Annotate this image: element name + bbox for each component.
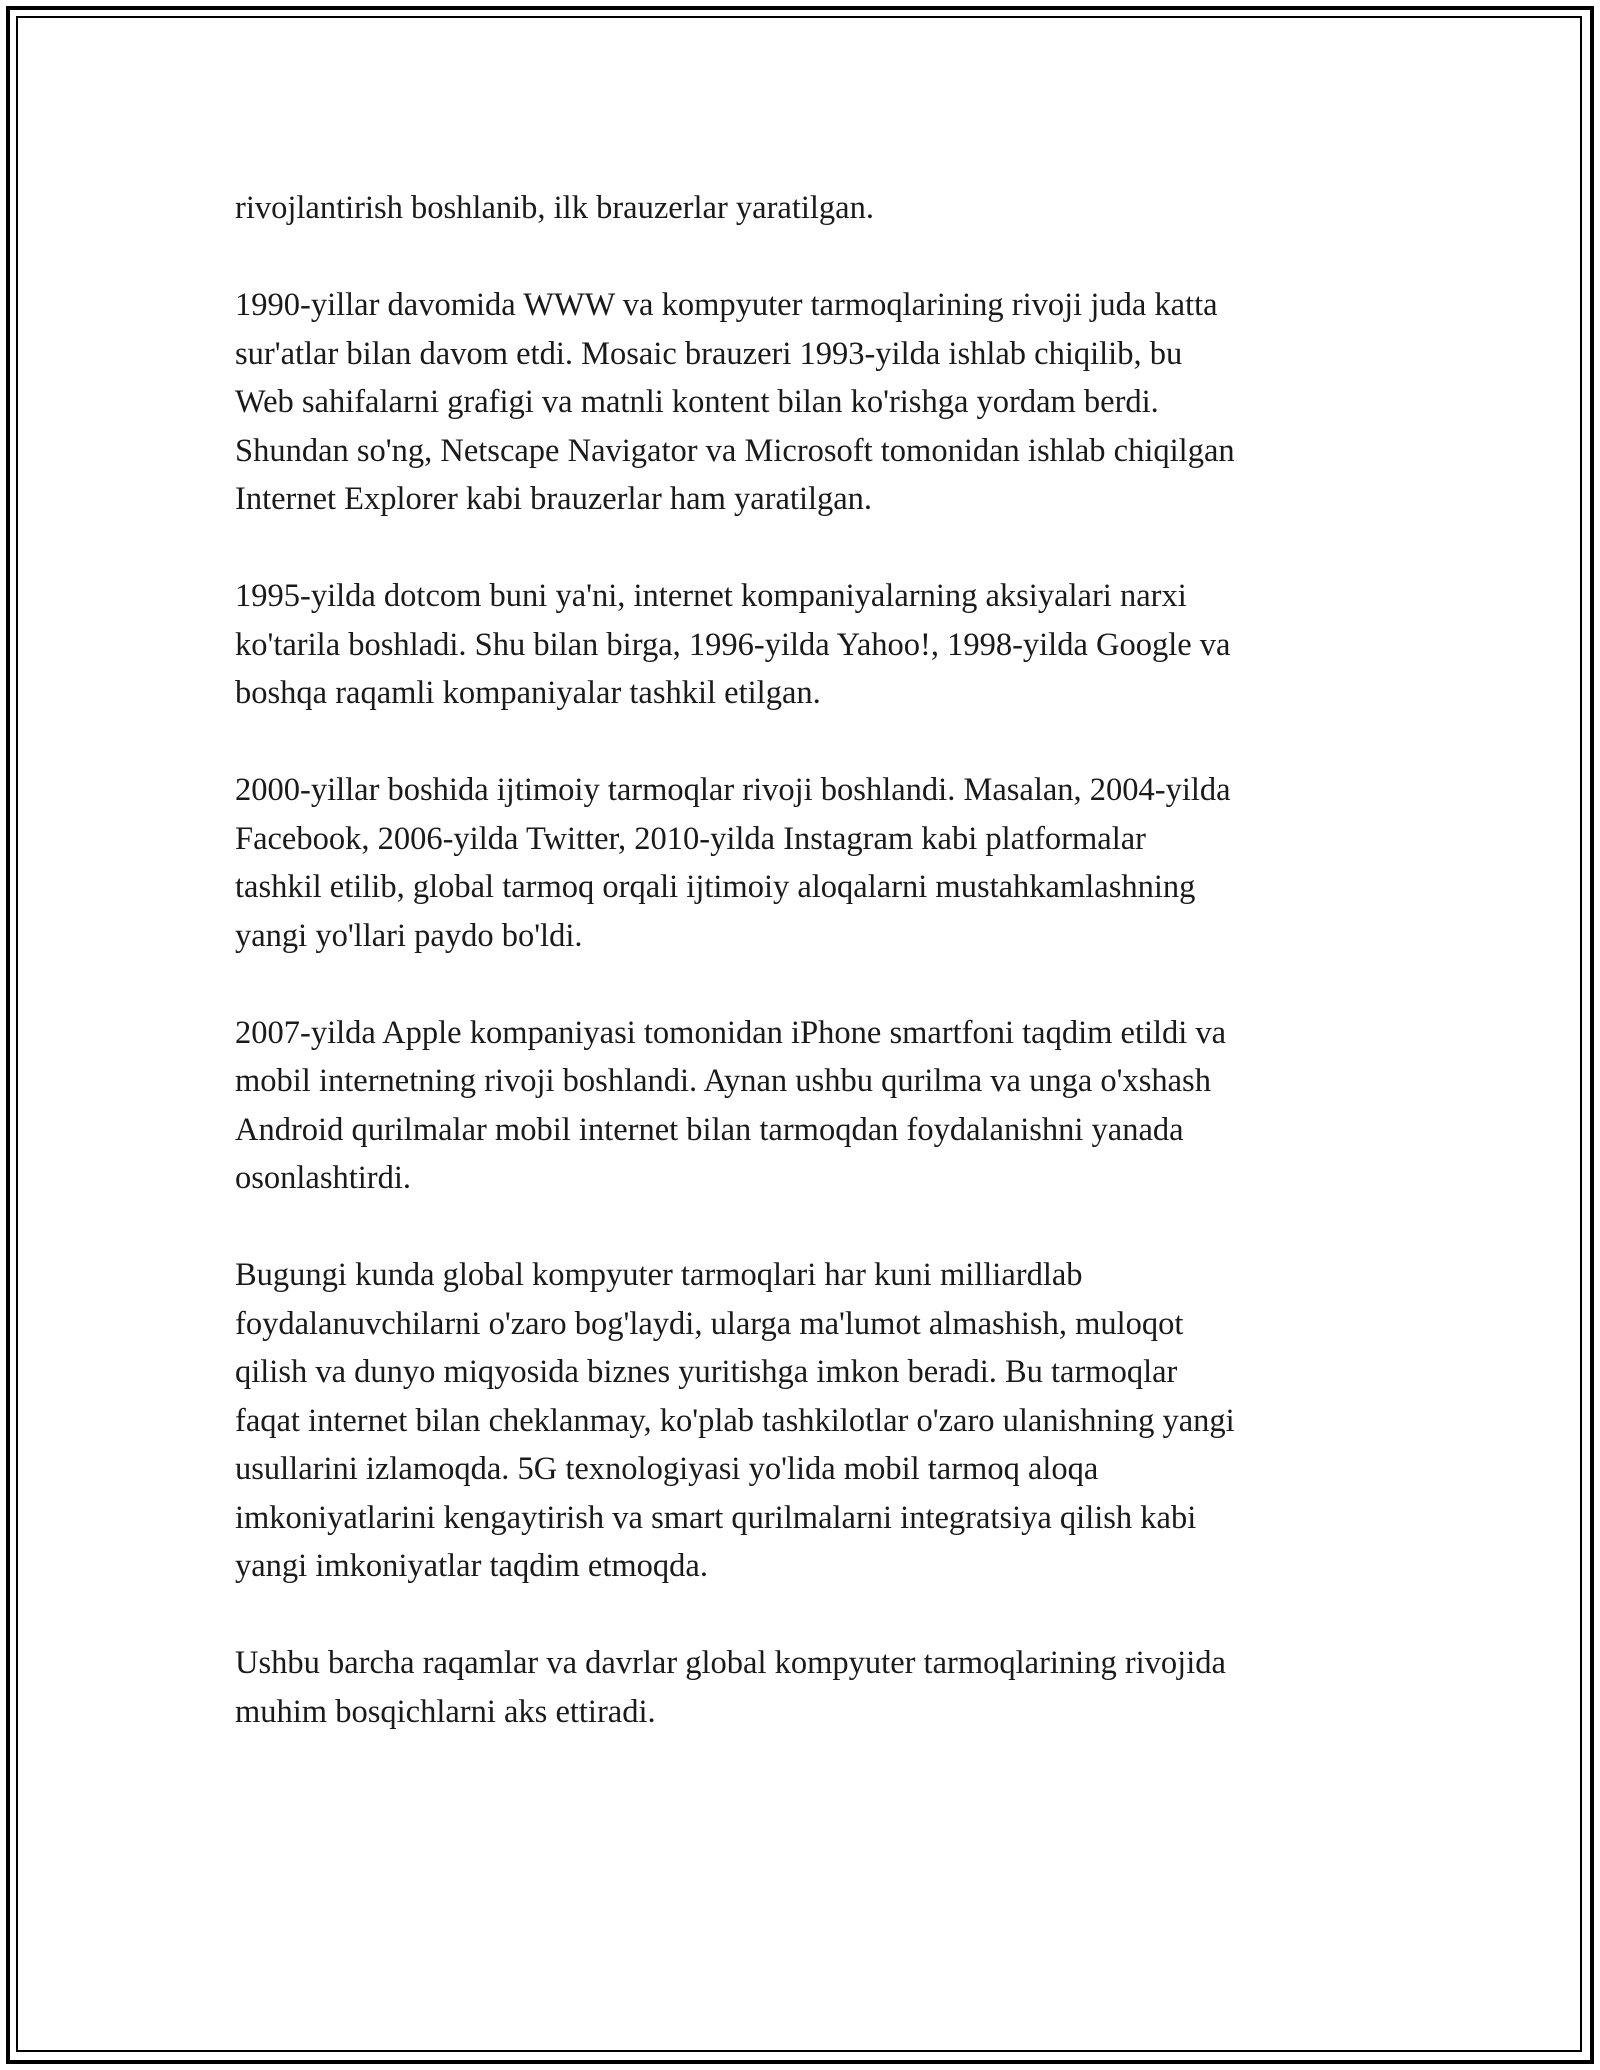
paragraph: Ushbu barcha raqamlar va davrlar global kompyuter tarmoqlarining rivojida muhim bosqichlarni aks ettiradi. bbox=[235, 1645, 1226, 1730]
document-body bbox=[235, 184, 1385, 1736]
paragraph: 2007-yilda Apple kompaniyasi tomonidan iPhone smartfoni taqdim etildi va mobil internetning rivoji boshlandi. Aynan ushbu qurilma va unga o'xshash Android qurilmalar mobil internet bilan tarmoqdan foydalanishni yanada osonlashtirdi. bbox=[235, 1014, 1227, 1196]
paragraph: 2000-yillar boshida ijtimoiy tarmoqlar rivoji boshlandi. Masalan, 2004-yilda Facebook, 2006-yilda Twitter, 2010-yilda Instagram kabi platformalar tashkil etilib, global tarmoq orqali ijtimoiy aloqalarni mustahkamlashning yangi yo'llari paydo bo'ldi. bbox=[235, 772, 1231, 954]
paragraph: Bugungi kunda global kompyuter tarmoqlari har kuni milliardlab foydalanuvchilarni o'zaro bog'laydi, ularga ma'lumot almashish, muloqot qilish va dunyo miqyosida biznes yuritishga imkon beradi. Bu tarmoqlar faqat internet bilan cheklanmay, ko'plab tashkilotlar o'zaro ulanishning yangi usullarini izlamoqda. 5G texnologiyasi yo'lida mobil tarmoq aloqa imkoniyatlarini kengaytirish va smart qurilmalarni integratsiya qilish kabi yangi imkoniyatlar taqdim etmoqda. bbox=[235, 1257, 1235, 1584]
paragraph: 1995-yilda dotcom buni ya'ni, internet kompaniyalarning aksiyalari narxi ko'tarila boshladi. Shu bilan birga, 1996-yilda Yahoo!, 1998-yilda Google va boshqa raqamli kompaniyalar tashkil etilgan. bbox=[235, 578, 1231, 711]
paragraph: rivojlantirish boshlanib, ilk brauzerlar yaratilgan. bbox=[235, 190, 874, 226]
paragraph: 1990-yillar davomida WWW va kompyuter tarmoqlarining rivoji juda katta sur'atlar bilan davom etdi. Mosaic brauzeri 1993-yilda ishlab chiqilib, bu Web sahifalarni grafigi va matnli kontent bilan ko'rishga yordam berdi. Shundan so'ng, Netscape Navigator va Microsoft tomonidan ishlab chiqilgan Internet Explorer kabi brauzerlar ham yaratilgan. bbox=[235, 287, 1235, 517]
